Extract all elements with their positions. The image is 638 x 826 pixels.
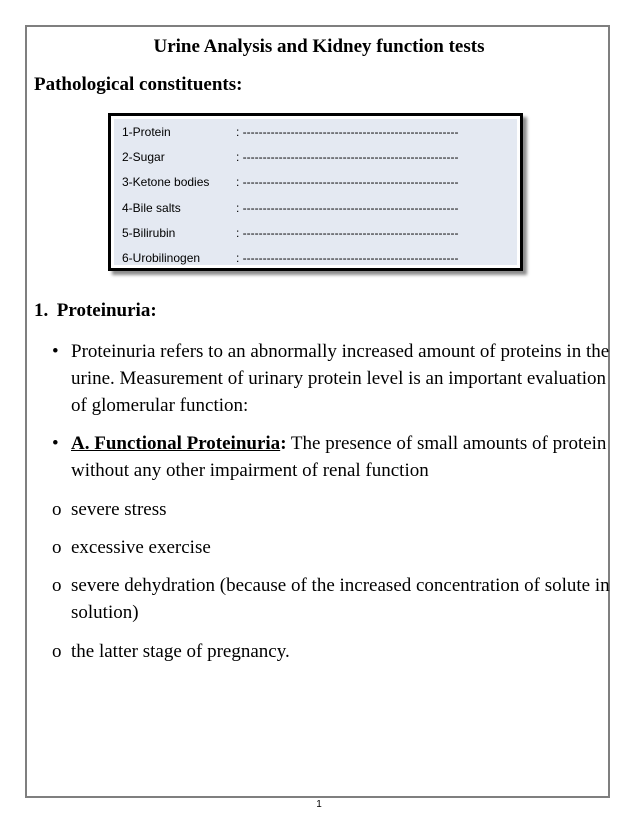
constituent-blank: : ------------------------------------------------------ <box>236 124 459 139</box>
constituent-row <box>114 144 517 169</box>
list-item <box>52 496 612 523</box>
constituent-blank: : ------------------------------------------------------ <box>236 175 459 190</box>
constituents-table-body <box>114 119 517 265</box>
bullet-item <box>52 338 612 419</box>
constituent-row <box>114 245 517 270</box>
section-heading-proteinuria <box>34 300 157 322</box>
bullet-text: Proteinuria refers to an abnormally increased amount of proteins in the urine. Measurement of urinary protein level is an important evaluation of glomerular function: <box>71 341 610 416</box>
section-number: 1. <box>34 300 49 321</box>
constituent-name: 2-Sugar <box>122 149 165 164</box>
constituent-name: 1-Protein <box>122 124 171 139</box>
bullet-text <box>52 430 612 484</box>
constituent-blank: : ------------------------------------------------------ <box>236 225 459 240</box>
constituent-blank: : ------------------------------------------------------ <box>236 200 459 215</box>
bullet-item <box>52 430 612 484</box>
bullet-marker: • <box>52 433 59 454</box>
page-number: 1 <box>316 799 322 810</box>
constituent-blank: : ------------------------------------------------------ <box>236 251 459 266</box>
list-item-text: severe dehydration (because of the increased concentration of solute in solution) <box>71 575 610 623</box>
functional-proteinuria-text: The presence of small amounts of protein without any other impairment of renal function <box>71 433 607 481</box>
circle-marker: o <box>52 641 62 662</box>
circle-marker: o <box>52 499 62 520</box>
section-title: Proteinuria: <box>56 300 157 321</box>
pathological-constituents-heading: Pathological constituents: <box>34 74 243 95</box>
circle-marker: o <box>52 575 62 596</box>
document-title: Urine Analysis and Kidney function tests <box>153 36 485 57</box>
circle-marker: o <box>52 537 62 558</box>
constituent-name: 4-Bile salts <box>122 200 181 215</box>
list-item-text: the latter stage of pregnancy. <box>71 641 290 662</box>
constituent-row <box>114 170 517 195</box>
label-colon: : <box>280 433 287 454</box>
list-item-text: severe stress <box>71 499 167 520</box>
constituent-row <box>114 119 517 144</box>
list-item <box>52 638 612 665</box>
list-item <box>52 572 612 626</box>
constituent-name: 3-Ketone bodies <box>122 175 210 190</box>
list-item <box>52 534 612 561</box>
list-item-text: excessive exercise <box>71 537 211 558</box>
constituent-blank: : ------------------------------------------------------ <box>236 149 459 164</box>
constituent-row <box>114 195 517 220</box>
constituent-row <box>114 220 517 245</box>
constituents-table <box>108 113 523 271</box>
constituent-name: 6-Urobilinogen <box>122 251 201 266</box>
bullet-marker: • <box>52 341 59 362</box>
constituent-name: 5-Bilirubin <box>122 225 176 240</box>
functional-proteinuria-label: A. Functional Proteinuria <box>71 433 281 454</box>
